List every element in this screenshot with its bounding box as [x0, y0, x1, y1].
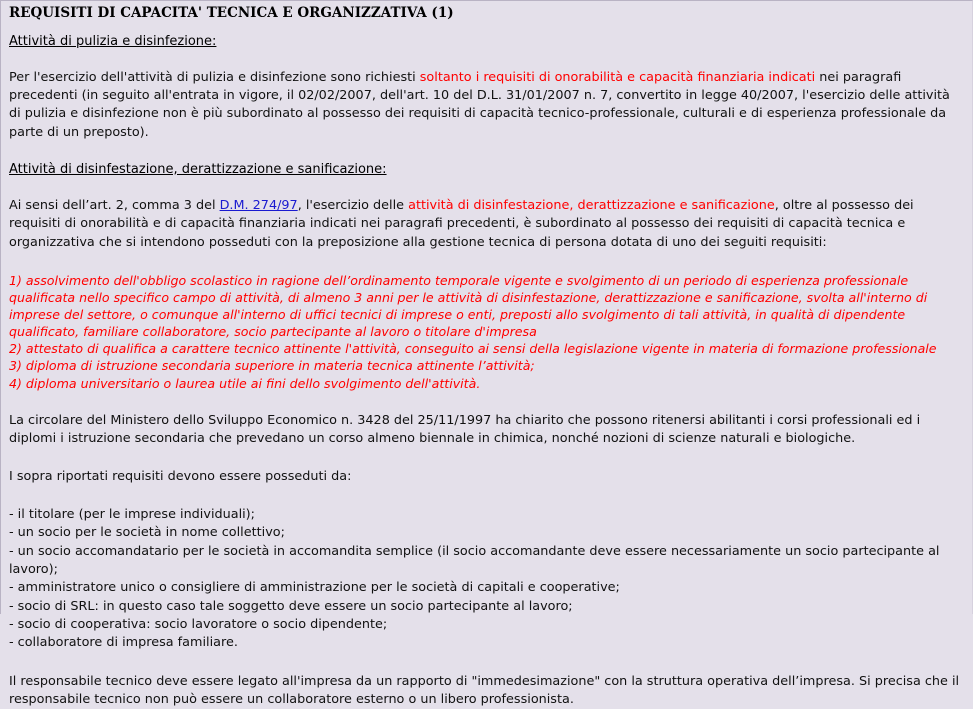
spacer	[9, 496, 964, 506]
spacer	[9, 458, 964, 468]
spacer	[9, 663, 964, 673]
paragraph-circular: La circolare del Ministero dello Sviluppo Economico n. 3428 del 25/11/1997 ha chiarito che possono ritenersi abilitanti i corsi professionali ed i diplomi i istruzione secondaria che prevedano un corso almeno biennale in chimica, nonché nozioni di scienze naturali e biologiche.	[9, 412, 921, 446]
section-heading-pest-control: Attività di disinfestazione, derattizzazione e sanificazione:	[9, 161, 387, 177]
spacer	[9, 59, 964, 69]
dm-274-97-link[interactable]: D.M. 274/97	[219, 198, 298, 214]
paragraph-cleaning-text-2: nei paragrafi precedenti (in seguito all'entrata in vigore, il 02/02/2007, dell'art. 10 del D.L. 31/01/2007 n. 7, convertito in legge 40/2007, l'esercizio delle attività di pulizia e disinfezione non è più subordinato al possesso dei requisiti di capacità tecnico-professionale, culturali e di esperienza professionale da parte di un preposto).	[9, 70, 950, 140]
paragraph-pest-text-3: , oltre al possesso dei requisiti di onorabilità e di capacità finanziaria indicati nei paragrafi precedenti, è subordinato al possesso dei requisiti di capacità tecnica e organizzativa che si intendono posseduti con la preposizione alla gestione tecnica di persona dotata di uno dei seguiti requisiti:	[9, 198, 914, 250]
paragraph-cleaning-highlight: soltanto i requisiti di onorabilità e capacità finanziaria indicati	[419, 70, 816, 86]
spacer	[9, 402, 964, 412]
paragraph-closing: Il responsabile tecnico deve essere legato all'impresa da un rapporto di "immedesimazione" con la struttura operativa dell’impresa. Si precisa che il responsabile tecnico non può essere un collaboratore esterno o un libero professionista.	[9, 673, 960, 707]
paragraph-pest-control	[9, 197, 964, 251]
holders-list	[9, 506, 964, 652]
list-item: - il titolare (per le imprese individuali);	[9, 507, 255, 523]
spacer	[9, 187, 964, 197]
section-heading-cleaning: Attività di pulizia e disinfezione:	[9, 33, 217, 49]
requirements-list	[9, 272, 964, 392]
list-item: - amministratore unico o consigliere di amministrazione per le società di capitali e cooperative;	[9, 580, 620, 596]
paragraph-pest-highlight: attività di disinfestazione, derattizzazione e sanificazione	[408, 198, 775, 214]
list-item: - collaboratore di impresa familiare.	[9, 635, 238, 651]
paragraph-cleaning-text-1: Per l'esercizio dell'attività di pulizia e disinfezione sono richiesti	[9, 70, 420, 86]
page-title: REQUISITI DI CAPACITA' TECNICA E ORGANIZZATIVA (1)	[9, 5, 454, 21]
list-item: - un socio accomandatario per le società in accomandita semplice (il socio accomandante deve essere necessariamente un socio partecipante al lavoro);	[9, 543, 940, 578]
list-item: - un socio per le società in nome collettivo;	[9, 525, 285, 541]
paragraph-pest-text-2: , l'esercizio delle	[297, 198, 409, 214]
list-item: 3) diploma di istruzione secondaria superiore in materia tecnica attinente l’attività;	[9, 358, 535, 374]
list-item: 4) diploma universitario o laurea utile ai fini dello svolgimento dell'attività.	[9, 375, 481, 391]
list-item: - socio di SRL: in questo caso tale soggetto deve essere un socio partecipante al lavoro;	[9, 598, 573, 614]
paragraph-cleaning	[9, 69, 964, 142]
list-item: 2) attestato di qualifica a carattere tecnico attinente l'attività, conseguito ai sensi della legislazione vigente in materia di formazione professionale	[9, 341, 937, 357]
holders-intro: I sopra riportati requisiti devono essere posseduti da:	[9, 468, 352, 484]
list-item: - socio di cooperativa: socio lavoratore o socio dipendente;	[9, 616, 388, 632]
list-item: 1) assolvimento dell'obbligo scolastico in ragione dell’ordinamento temporale vigente e svolgimento di un periodo di esperienza professionale qualificata nello specifico campo di attività, di almeno 3 anni per le attività di disinfestazione, derattizzazione e sanificazione, svolta all'interno di imprese del settore, o comunque all'interno di uffici tecnici di imprese o enti, preposti allo svolgimento di tali attività, in qualità di dipendente qualificato, familiare collaboratore, socio partecipante al lavoro o titolare d'impresa	[9, 272, 928, 340]
spacer	[9, 152, 964, 162]
paragraph-pest-text-1: Ai sensi dell’art. 2, comma 3 del	[9, 198, 220, 214]
spacer	[9, 262, 964, 272]
